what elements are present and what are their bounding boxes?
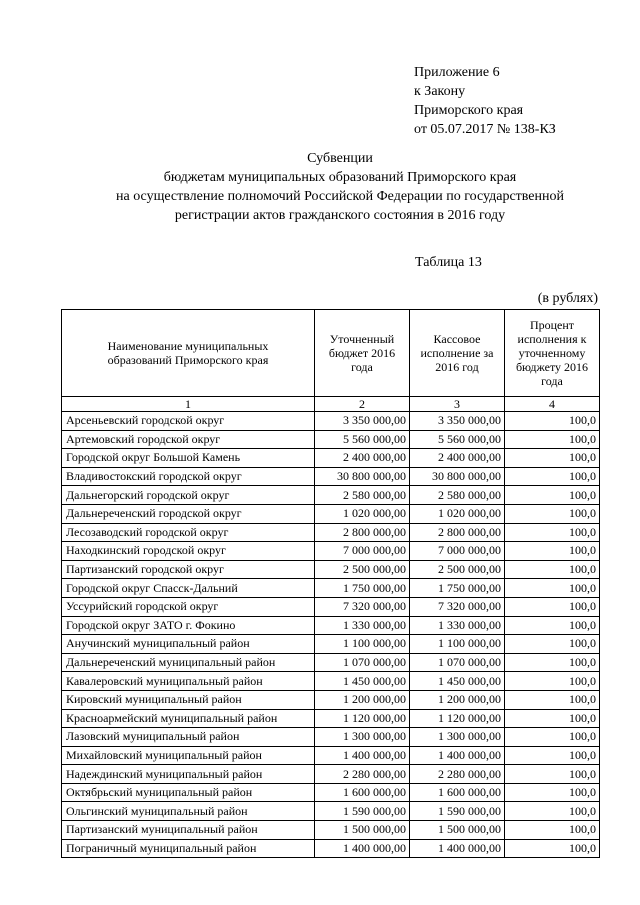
table-number-label: Таблица 13 <box>415 255 482 270</box>
municipality-cell: Находкинский городской округ <box>62 542 315 561</box>
table-row <box>62 597 600 616</box>
units-note: (в рублях) <box>537 291 598 306</box>
table-row <box>62 430 600 449</box>
document-title <box>40 149 640 225</box>
header-municipality: Наименование муниципальных образований Приморского края <box>62 310 315 397</box>
municipality-cell: Михайловский муниципальный район <box>62 746 315 765</box>
table-row <box>62 486 600 505</box>
execution-cell: 7 000 000,00 <box>410 542 505 561</box>
table-row <box>62 579 600 598</box>
table-row <box>62 709 600 728</box>
budget-cell: 1 400 000,00 <box>315 839 410 858</box>
execution-cell: 2 800 000,00 <box>410 523 505 542</box>
percent-cell: 100,0 <box>505 783 600 802</box>
percent-cell: 100,0 <box>505 821 600 840</box>
table-row <box>62 467 600 486</box>
appendix-line: Приморского края <box>414 103 524 118</box>
table-row <box>62 523 600 542</box>
budget-cell: 1 450 000,00 <box>315 672 410 691</box>
municipality-cell: Лазовский муниципальный район <box>62 728 315 747</box>
appendix-line: Приложение 6 <box>414 65 500 80</box>
column-number: 2 <box>315 397 410 412</box>
execution-cell: 1 450 000,00 <box>410 672 505 691</box>
appendix-reference <box>414 63 556 139</box>
column-number: 1 <box>62 397 315 412</box>
title-line: на осуществление полномочий Российской Федерации по государственной <box>115 189 564 204</box>
municipality-cell: Кировский муниципальный район <box>62 690 315 709</box>
budget-cell: 1 590 000,00 <box>315 802 410 821</box>
percent-cell: 100,0 <box>505 690 600 709</box>
budget-cell: 1 300 000,00 <box>315 728 410 747</box>
execution-cell: 2 580 000,00 <box>410 486 505 505</box>
column-number-row <box>62 397 600 412</box>
table-row <box>62 765 600 784</box>
municipality-cell: Пограничный муниципальный район <box>62 839 315 858</box>
budget-cell: 1 120 000,00 <box>315 709 410 728</box>
table-row <box>62 635 600 654</box>
budget-cell: 2 800 000,00 <box>315 523 410 542</box>
budget-cell: 1 020 000,00 <box>315 504 410 523</box>
table-row <box>62 802 600 821</box>
budget-cell: 1 330 000,00 <box>315 616 410 635</box>
percent-cell: 100,0 <box>505 467 600 486</box>
budget-cell: 2 280 000,00 <box>315 765 410 784</box>
municipality-cell: Городской округ ЗАТО г. Фокино <box>62 616 315 635</box>
execution-cell: 2 400 000,00 <box>410 449 505 468</box>
percent-cell: 100,0 <box>505 560 600 579</box>
table-row <box>62 449 600 468</box>
table-row <box>62 412 600 431</box>
budget-cell: 30 800 000,00 <box>315 467 410 486</box>
table-row <box>62 690 600 709</box>
header-execution: Кассовое исполнение за 2016 год <box>410 310 505 397</box>
percent-cell: 100,0 <box>505 616 600 635</box>
municipality-cell: Партизанский городской округ <box>62 560 315 579</box>
budget-cell: 1 750 000,00 <box>315 579 410 598</box>
municipality-cell: Кавалеровский муниципальный район <box>62 672 315 691</box>
percent-cell: 100,0 <box>505 728 600 747</box>
municipality-cell: Ольгинский муниципальный район <box>62 802 315 821</box>
table-row <box>62 746 600 765</box>
municipality-cell: Анучинский муниципальный район <box>62 635 315 654</box>
appendix-line: от 05.07.2017 № 138-КЗ <box>414 122 556 137</box>
percent-cell: 100,0 <box>505 523 600 542</box>
percent-cell: 100,0 <box>505 709 600 728</box>
title-line: Субвенции <box>307 151 373 166</box>
municipality-cell: Дальнереченский муниципальный район <box>62 653 315 672</box>
header-percent: Процент исполнения к уточненному бюджету 2016 года <box>505 310 600 397</box>
municipality-cell: Надеждинский муниципальный район <box>62 765 315 784</box>
execution-cell: 1 590 000,00 <box>410 802 505 821</box>
budget-cell: 1 500 000,00 <box>315 821 410 840</box>
execution-cell: 1 200 000,00 <box>410 690 505 709</box>
budget-cell: 1 400 000,00 <box>315 746 410 765</box>
municipality-cell: Красноармейский муниципальный район <box>62 709 315 728</box>
municipality-cell: Городской округ Спасск-Дальний <box>62 579 315 598</box>
execution-cell: 1 100 000,00 <box>410 635 505 654</box>
execution-cell: 7 320 000,00 <box>410 597 505 616</box>
percent-cell: 100,0 <box>505 412 600 431</box>
table-row <box>62 821 600 840</box>
municipality-cell: Октябрьский муниципальный район <box>62 783 315 802</box>
municipality-cell: Артемовский городской округ <box>62 430 315 449</box>
percent-cell: 100,0 <box>505 504 600 523</box>
appendix-line: к Закону <box>414 84 466 99</box>
column-number: 3 <box>410 397 505 412</box>
percent-cell: 100,0 <box>505 430 600 449</box>
budget-cell: 1 100 000,00 <box>315 635 410 654</box>
budget-cell: 2 500 000,00 <box>315 560 410 579</box>
municipality-cell: Владивостокский городской округ <box>62 467 315 486</box>
budget-cell: 7 000 000,00 <box>315 542 410 561</box>
execution-cell: 1 120 000,00 <box>410 709 505 728</box>
percent-cell: 100,0 <box>505 635 600 654</box>
budget-cell: 1 070 000,00 <box>315 653 410 672</box>
table-row <box>62 672 600 691</box>
execution-cell: 3 350 000,00 <box>410 412 505 431</box>
execution-cell: 1 400 000,00 <box>410 839 505 858</box>
budget-cell: 2 400 000,00 <box>315 449 410 468</box>
table-row <box>62 542 600 561</box>
table-header-row <box>62 310 600 397</box>
percent-cell: 100,0 <box>505 802 600 821</box>
percent-cell: 100,0 <box>505 672 600 691</box>
execution-cell: 1 300 000,00 <box>410 728 505 747</box>
table-row <box>62 504 600 523</box>
execution-cell: 1 750 000,00 <box>410 579 505 598</box>
title-line: регистрации актов гражданского состояния в 2016 году <box>174 208 506 223</box>
percent-cell: 100,0 <box>505 542 600 561</box>
municipality-cell: Партизанский муниципальный район <box>62 821 315 840</box>
budget-cell: 1 600 000,00 <box>315 783 410 802</box>
percent-cell: 100,0 <box>505 486 600 505</box>
header-budget: Уточненный бюджет 2016 года <box>315 310 410 397</box>
percent-cell: 100,0 <box>505 449 600 468</box>
execution-cell: 1 500 000,00 <box>410 821 505 840</box>
percent-cell: 100,0 <box>505 579 600 598</box>
execution-cell: 30 800 000,00 <box>410 467 505 486</box>
budget-cell: 5 560 000,00 <box>315 430 410 449</box>
execution-cell: 1 330 000,00 <box>410 616 505 635</box>
execution-cell: 1 020 000,00 <box>410 504 505 523</box>
title-line: бюджетам муниципальных образований Приморского края <box>163 170 517 185</box>
column-number: 4 <box>505 397 600 412</box>
table-row <box>62 728 600 747</box>
percent-cell: 100,0 <box>505 839 600 858</box>
budget-cell: 2 580 000,00 <box>315 486 410 505</box>
municipality-cell: Лесозаводский городской округ <box>62 523 315 542</box>
percent-cell: 100,0 <box>505 597 600 616</box>
execution-cell: 1 600 000,00 <box>410 783 505 802</box>
municipality-cell: Дальнереченский городской округ <box>62 504 315 523</box>
municipality-cell: Дальнегорский городской округ <box>62 486 315 505</box>
municipality-cell: Городской округ Большой Камень <box>62 449 315 468</box>
execution-cell: 1 070 000,00 <box>410 653 505 672</box>
percent-cell: 100,0 <box>505 746 600 765</box>
municipality-cell: Арсеньевский городской округ <box>62 412 315 431</box>
percent-cell: 100,0 <box>505 653 600 672</box>
table-row <box>62 839 600 858</box>
municipality-cell: Уссурийский городской округ <box>62 597 315 616</box>
execution-cell: 2 500 000,00 <box>410 560 505 579</box>
budget-cell: 7 320 000,00 <box>315 597 410 616</box>
execution-cell: 1 400 000,00 <box>410 746 505 765</box>
table-row <box>62 560 600 579</box>
subvention-table <box>61 309 600 858</box>
execution-cell: 2 280 000,00 <box>410 765 505 784</box>
table-row <box>62 653 600 672</box>
table-row <box>62 616 600 635</box>
percent-cell: 100,0 <box>505 765 600 784</box>
execution-cell: 5 560 000,00 <box>410 430 505 449</box>
budget-cell: 3 350 000,00 <box>315 412 410 431</box>
budget-cell: 1 200 000,00 <box>315 690 410 709</box>
table-row <box>62 783 600 802</box>
